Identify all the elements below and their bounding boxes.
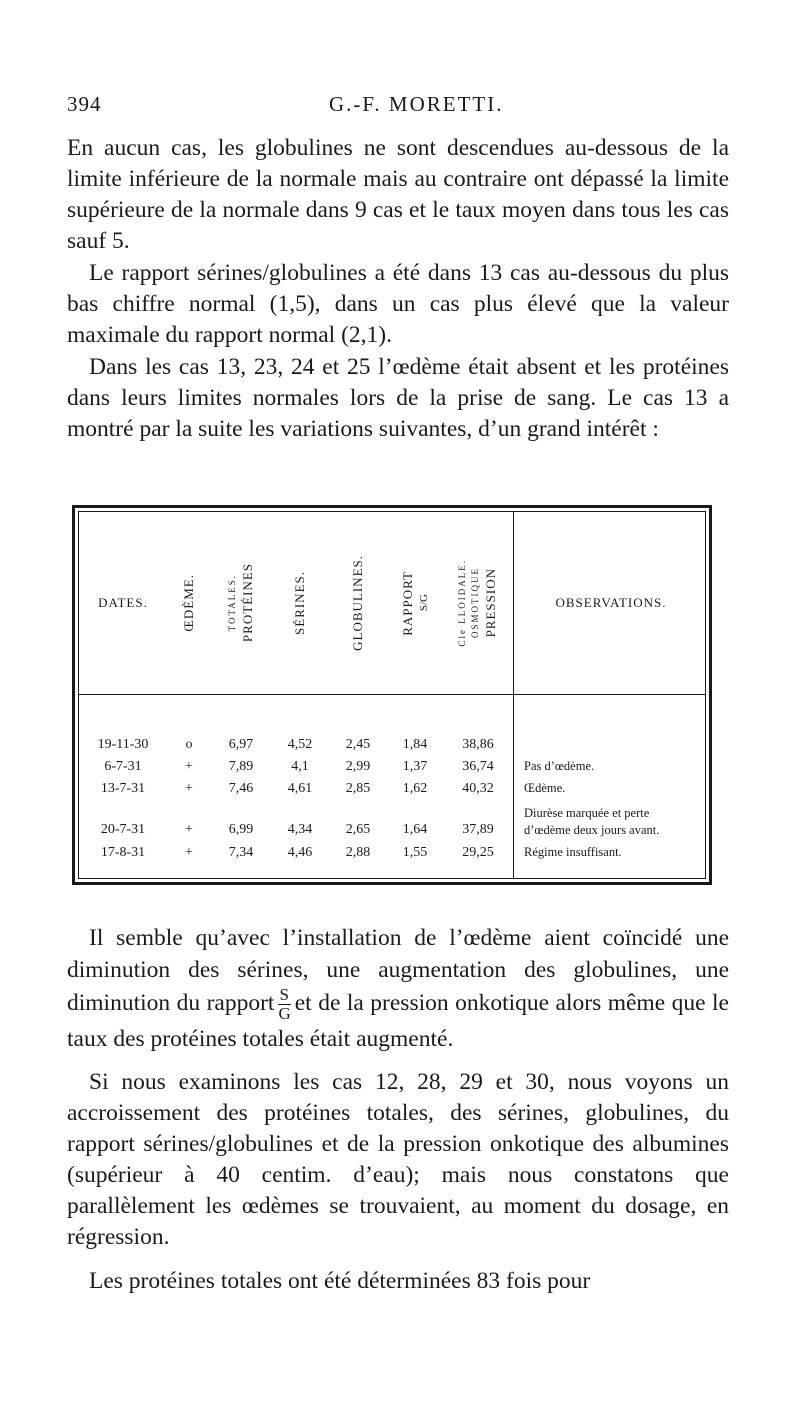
cell-pression: 37,89 — [462, 822, 494, 837]
header-pression-line2: OSMOTIQUE — [470, 567, 480, 639]
fraction-numerator: S — [279, 985, 289, 1004]
cell-serines: 4,1 — [291, 759, 309, 774]
cell-rapport: 1,64 — [402, 822, 428, 837]
header-pression-line1: PRESSION — [483, 568, 498, 638]
cell-date: 20-7-31 — [100, 822, 146, 837]
cell-pression: 40,32 — [462, 781, 494, 796]
observation-line1: Diurèse marquée et perte — [524, 806, 650, 820]
paragraph-2: Le rapport sérines/globulines a été dans 13 cas au-dessous du plus bas chiffre normal (1,5), dans un cas plus élevé que la valeur maximale du rapport normal (2,1). — [67, 260, 729, 348]
cell-serines: 4,34 — [287, 822, 313, 837]
cell-globulines: 2,65 — [345, 822, 371, 837]
cell-observation: Pas d’œdème. — [524, 759, 595, 773]
header-pression-line3: Cle LLOIDALE. — [457, 559, 467, 647]
header-proteines-group — [227, 563, 256, 642]
cell-serines: 4,46 — [287, 845, 313, 860]
cell-observation: Régime insuffisant. — [524, 845, 622, 859]
header-dates — [79, 512, 167, 694]
table-row — [79, 759, 705, 781]
cell-oedeme: + — [185, 759, 193, 774]
cell-date: 19-11-30 — [97, 737, 149, 752]
page-header — [67, 92, 731, 122]
table-inner-frame — [78, 511, 706, 879]
cell-globulines: 2,99 — [345, 759, 371, 774]
cell-observation: Œdème. — [524, 781, 566, 795]
cell-proteines: 7,46 — [228, 781, 254, 796]
header-oedeme-label: ŒDÈME. — [181, 574, 196, 632]
cell-globulines: 2,88 — [345, 845, 371, 860]
header-rapport — [387, 512, 443, 694]
header-rapport-label: RAPPORT — [400, 570, 415, 636]
paragraph-5: Si nous examinons les cas 12, 28, 29 et 30, nous voyons un accroissement des protéines totales, des sérines, globulines, du rapport sérines/globulines et de la pression onkotique des albumines (supérieur à 40 centim. d’eau); mais nous constatons que parallèlement les œdèmes se trouvaient, au moment du dosage, en régression. — [67, 1069, 729, 1250]
cell-date: 6-7-31 — [104, 759, 142, 774]
table-row — [79, 781, 705, 803]
paragraph-4 — [67, 922, 729, 1055]
cell-oedeme: + — [185, 781, 193, 796]
header-globulines-label: GLOBULINES. — [350, 555, 365, 651]
table-row — [79, 737, 705, 759]
cell-oedeme: o — [185, 737, 193, 752]
cell-proteines: 7,89 — [228, 759, 254, 774]
header-oedeme — [167, 512, 211, 694]
ratio-fraction — [278, 986, 290, 1023]
data-table — [72, 505, 712, 885]
header-dates-label: DATES. — [98, 595, 148, 610]
page-number: 394 — [67, 92, 102, 116]
cell-rapport: 1,84 — [402, 737, 428, 752]
cell-date: 13-7-31 — [100, 781, 146, 796]
cell-rapport: 1,55 — [402, 845, 428, 860]
cell-serines: 4,61 — [287, 781, 313, 796]
cell-oedeme: + — [185, 822, 193, 837]
cell-observation — [524, 805, 659, 839]
header-serines — [271, 512, 329, 694]
cell-proteines: 6,99 — [228, 822, 254, 837]
header-observations-label: OBSERVATIONS. — [555, 595, 667, 610]
paragraph-4-after: et de la pression onkotique alors même que le taux des protéines totales était augmenté. — [67, 989, 729, 1052]
paragraph-4-before: Il semble qu’avec l’installation de l’œdème aient coïncidé une diminution des sérines, une augmentation des globulines, une diminution du rapport — [67, 925, 729, 1016]
cell-serines: 4,52 — [287, 737, 313, 752]
running-head: G.-F. MORETTI. — [329, 92, 504, 116]
cell-proteines: 6,97 — [228, 737, 254, 752]
paragraph-6: Les protéines totales ont été déterminées 83 fois pour — [89, 1268, 591, 1294]
header-rapport-fraction: S/G — [418, 594, 430, 612]
cell-globulines: 2,85 — [345, 781, 371, 796]
header-observations — [513, 512, 709, 694]
cell-pression: 36,74 — [462, 759, 494, 774]
cell-pression: 38,86 — [462, 737, 494, 752]
header-globulines — [329, 512, 387, 694]
cell-pression: 29,25 — [462, 845, 494, 860]
cell-proteines: 7,34 — [228, 845, 254, 860]
header-rule — [79, 694, 705, 695]
paragraph-3: Dans les cas 13, 23, 24 et 25 l’œdème était absent et les protéines dans leurs limites normales lors de la prise de sang. Le cas 13 a montré par la suite les variations suivantes, d’un grand intérêt : — [67, 354, 729, 442]
header-proteines-line2: TOTALES. — [226, 574, 237, 632]
paragraph-1: En aucun cas, les globulines ne sont descendues au-dessous de la limite inférieure de la normale mais au contraire ont dépassé la limite supérieure de la normale dans 9 cas et le taux moyen dans tous les cas sauf 5. — [67, 135, 729, 254]
cell-globulines: 2,45 — [345, 737, 371, 752]
header-pression-group — [457, 559, 499, 646]
observation-line2: d’œdème deux jours avant. — [524, 823, 660, 837]
fraction-denominator: G — [278, 1004, 291, 1023]
table-row — [79, 806, 705, 844]
header-rapport-group — [400, 571, 430, 636]
table-row — [79, 845, 705, 867]
cell-date: 17-8-31 — [100, 845, 146, 860]
cell-rapport: 1,62 — [402, 781, 428, 796]
header-pression — [443, 512, 513, 694]
cell-oedeme: + — [185, 845, 193, 860]
header-proteines — [211, 512, 271, 694]
header-proteines-line1: PROTÉINES — [239, 563, 255, 643]
header-serines-label: SÉRINES. — [292, 571, 307, 635]
cell-rapport: 1,37 — [402, 759, 428, 774]
